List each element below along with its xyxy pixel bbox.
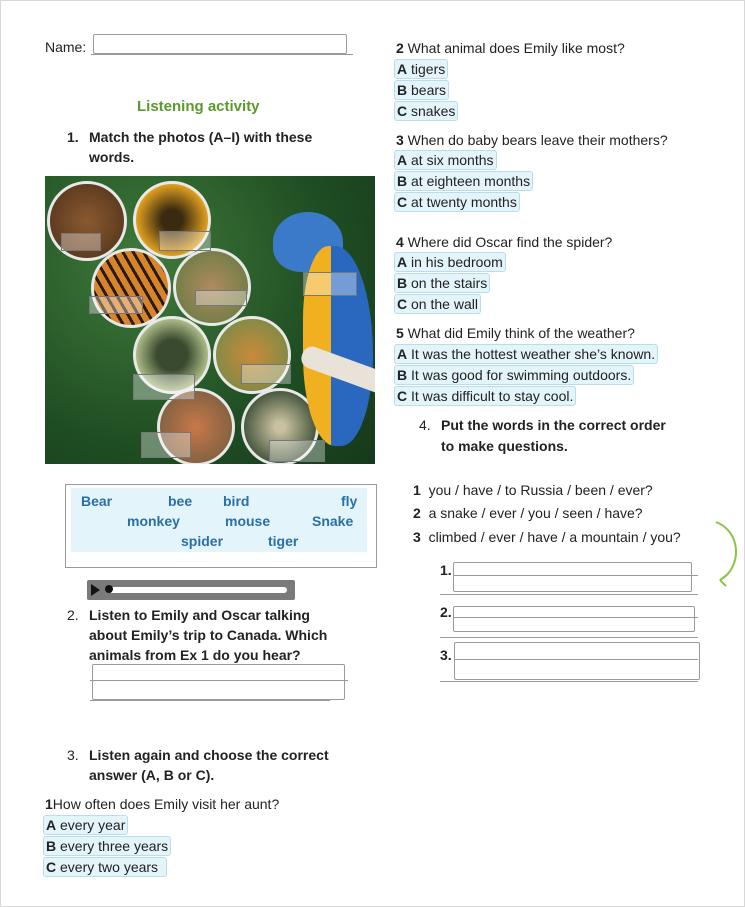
q1-option-b[interactable] <box>43 836 171 856</box>
word-bank-item: fly <box>341 493 358 509</box>
option-text: at twenty months <box>407 194 517 210</box>
audio-scrubber-handle[interactable] <box>105 585 113 593</box>
option-text: every year <box>56 817 126 833</box>
option-text: at eighteen months <box>407 173 531 189</box>
photo-d-answer-box[interactable] <box>89 296 143 314</box>
q1-option-a[interactable] <box>43 815 128 835</box>
option-letter: B <box>397 275 408 291</box>
question-4 <box>396 233 612 251</box>
ex4-item-3 <box>413 528 681 546</box>
question-number: 4 <box>396 234 404 250</box>
q5-option-b[interactable] <box>394 365 634 385</box>
answer-input-3[interactable] <box>454 642 700 680</box>
question-3 <box>396 131 668 149</box>
item-text: you / have / to Russia / been / ever? <box>428 482 653 498</box>
activity-title: Listening activity <box>137 98 260 115</box>
audio-progress-bar[interactable] <box>109 587 287 593</box>
curved-arrow-icon <box>712 518 742 588</box>
option-letter: C <box>46 859 57 875</box>
animal-photo-collage <box>45 176 375 464</box>
q3-option-b[interactable] <box>394 171 533 191</box>
question-number: 2 <box>396 40 404 56</box>
option-text: It was good for swimming outdoors. <box>407 367 632 383</box>
word-bank-item: bird <box>223 493 250 509</box>
ex4-number: 4. <box>419 417 431 433</box>
question-number: 3 <box>396 132 404 148</box>
q3-option-c[interactable] <box>394 192 520 212</box>
option-text: every three years <box>56 838 169 854</box>
option-letter: C <box>397 296 408 312</box>
question-text: Where did Oscar find the spider? <box>403 234 613 250</box>
ex4-line2: to make questions. <box>441 438 568 454</box>
ex4-item-2 <box>413 504 643 522</box>
item-text: a snake / ever / you / seen / have? <box>428 505 643 521</box>
word-bank-item: spider <box>181 533 224 549</box>
ex2-number: 2. <box>67 607 79 623</box>
q4-option-a[interactable] <box>394 252 506 272</box>
ex1-text-line1: Match the photos (A–I) with these <box>89 129 313 145</box>
item-number: 3 <box>413 529 421 545</box>
ex3-line2: answer (A, B or C). <box>89 767 215 783</box>
option-letter: B <box>397 82 408 98</box>
q2-option-a[interactable] <box>394 59 448 79</box>
photo-a-answer-box[interactable] <box>61 233 101 251</box>
photo-e-answer-box[interactable] <box>195 290 247 306</box>
photo-c-answer-box[interactable] <box>303 272 357 296</box>
option-letter: A <box>46 817 57 833</box>
question-1 <box>45 795 279 813</box>
answer-input-1[interactable] <box>453 562 692 592</box>
ex2-answer-line <box>90 680 348 681</box>
ex4-line1: Put the words in the correct order <box>441 417 666 433</box>
play-icon[interactable] <box>91 584 100 596</box>
word-bank-item: bee <box>168 493 193 509</box>
answer-line <box>440 637 698 638</box>
mouse-photo <box>173 248 251 326</box>
ex2-answer-line <box>90 700 330 701</box>
ex3-line1: Listen again and choose the correct <box>89 747 329 763</box>
question-text: When do baby bears leave their mothers? <box>403 132 668 148</box>
photo-f-answer-box[interactable] <box>133 374 195 400</box>
q3-option-a[interactable] <box>394 150 497 170</box>
ex3-number: 3. <box>67 747 79 763</box>
ex4-item-1 <box>413 481 653 499</box>
option-text: bears <box>407 82 447 98</box>
word-bank-item: Snake <box>312 513 354 529</box>
question-text: What did Emily think of the weather? <box>403 325 635 341</box>
word-bank-item: tiger <box>268 533 299 549</box>
item-number: 2 <box>413 505 421 521</box>
q5-option-c[interactable] <box>394 386 576 406</box>
answer-label-3: 3. <box>440 647 452 663</box>
option-text: at six months <box>407 152 494 168</box>
q4-option-c[interactable] <box>394 294 481 314</box>
option-letter: C <box>397 388 408 404</box>
option-letter: C <box>397 103 408 119</box>
photo-g-answer-box[interactable] <box>241 364 291 384</box>
word-bank-item: Bear <box>81 493 113 509</box>
tiger-photo <box>91 248 171 328</box>
photo-b-answer-box[interactable] <box>159 231 211 251</box>
photo-h-answer-box[interactable] <box>141 432 191 458</box>
answer-input-2[interactable] <box>453 606 695 632</box>
option-text: tigers <box>407 61 446 77</box>
option-letter: A <box>397 254 408 270</box>
q1-option-c[interactable] <box>43 857 167 877</box>
ex2-answer-box[interactable] <box>92 664 345 700</box>
option-text: snakes <box>407 103 456 119</box>
option-text: every two years <box>56 859 159 875</box>
photo-i-answer-box[interactable] <box>269 440 325 462</box>
answer-line <box>454 659 698 660</box>
q5-option-a[interactable] <box>394 344 658 364</box>
q2-option-c[interactable] <box>394 101 458 121</box>
word-bank-item: mouse <box>225 513 271 529</box>
ex1-text-line2: words. <box>89 149 135 165</box>
word-bank-item: monkey <box>127 513 180 529</box>
option-letter: A <box>397 152 408 168</box>
q4-option-b[interactable] <box>394 273 490 293</box>
option-letter: B <box>46 838 57 854</box>
option-text: It was difficult to stay cool. <box>407 388 574 404</box>
question-text: What animal does Emily like most? <box>403 40 625 56</box>
q2-option-b[interactable] <box>394 80 449 100</box>
answer-label-2: 2. <box>440 604 452 620</box>
name-input[interactable] <box>93 34 347 54</box>
question-number: 1 <box>45 796 53 812</box>
option-text: in his bedroom <box>407 254 503 270</box>
answer-label-1: 1. <box>440 562 452 578</box>
ex1-number: 1. <box>67 129 79 145</box>
ex2-line1: Listen to Emily and Oscar talking <box>89 607 310 623</box>
name-label: Name: <box>45 39 87 55</box>
audio-player[interactable] <box>87 580 295 600</box>
option-text: on the stairs <box>407 275 488 291</box>
question-number: 5 <box>396 325 404 341</box>
question-5 <box>396 324 635 342</box>
answer-line <box>453 575 698 576</box>
answer-line <box>440 681 698 682</box>
word-bank <box>65 484 377 568</box>
item-number: 1 <box>413 482 421 498</box>
option-text: on the wall <box>407 296 478 312</box>
answer-line <box>453 617 698 618</box>
option-letter: B <box>397 173 408 189</box>
option-letter: A <box>397 346 408 362</box>
name-underline <box>91 54 353 55</box>
option-text: It was the hottest weather she’s known. <box>407 346 656 362</box>
question-2 <box>396 39 625 57</box>
option-letter: B <box>397 367 408 383</box>
answer-line <box>440 594 698 595</box>
option-letter: C <box>397 194 408 210</box>
item-text: climbed / ever / have / a mountain / you? <box>428 529 681 545</box>
option-letter: A <box>397 61 408 77</box>
ex2-line2: about Emily’s trip to Canada. Which <box>89 627 328 643</box>
question-text: How often does Emily visit her aunt? <box>52 796 280 812</box>
ex2-line3: animals from Ex 1 do you hear? <box>89 647 301 663</box>
